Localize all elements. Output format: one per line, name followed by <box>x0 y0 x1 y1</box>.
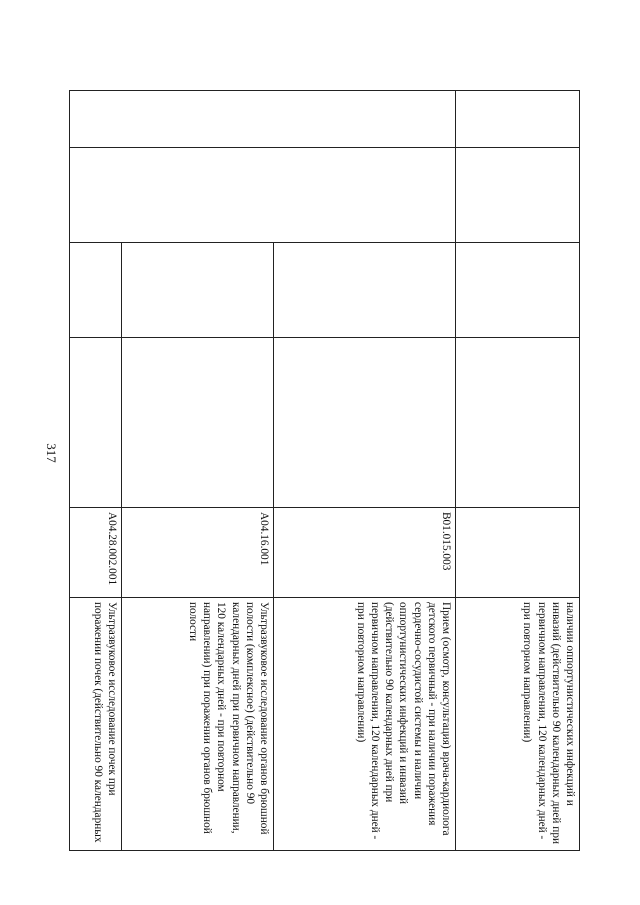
service-description: Прием (осмотр, консультация) врача-кардиолога детского первичный - при наличии поражения сердечно-сосудистой системы и наличии оппортунистических инфекций и инвазий (действительно 90 календарных дней при первичном направлении, 120 календарных дней - при повторном направлении) <box>354 602 452 840</box>
service-code: A04.16.001 <box>258 512 270 566</box>
table-cell <box>70 91 456 148</box>
page-number: 317 <box>44 443 59 463</box>
table-cell <box>456 243 580 338</box>
services-table <box>69 90 580 851</box>
service-description-cell <box>70 598 122 851</box>
service-code-cell <box>274 508 456 598</box>
service-description-cell <box>274 598 456 851</box>
service-description-cell <box>456 598 580 851</box>
table-cell <box>456 148 580 243</box>
service-description: наличии оппортунистических инфекций и инвазий (действительно 90 календарных дней при первичном направлении, 120 календарных дней - при повторном направлении) <box>521 602 576 845</box>
table-cell <box>122 338 274 508</box>
table-cell <box>456 338 580 508</box>
service-code-cell <box>122 508 274 598</box>
table-cell <box>274 338 456 508</box>
table-row <box>274 91 456 851</box>
service-description: Ультразвуковое исследование почек при поражении почек (действительно 90 календарных <box>91 602 118 843</box>
service-code-cell <box>70 508 122 598</box>
table-cell <box>122 243 274 338</box>
service-code: A04.28.002.001 <box>106 512 118 586</box>
table-cell <box>70 148 456 243</box>
table-row <box>456 91 580 851</box>
table-cell <box>70 243 122 338</box>
table-cell <box>70 338 122 508</box>
table-cell <box>456 91 580 148</box>
service-description: Ультразвуковое исследование органов брюшной полости (комплексное) (действительно 90 календарных дней при первичном направлении, 120 календарных дней - при повторном направлении) при поражении органов брюшной полости <box>186 602 270 835</box>
service-description-cell <box>122 598 274 851</box>
service-code: B01.015.003 <box>440 512 452 571</box>
service-code-cell <box>456 508 580 598</box>
table-cell <box>274 243 456 338</box>
